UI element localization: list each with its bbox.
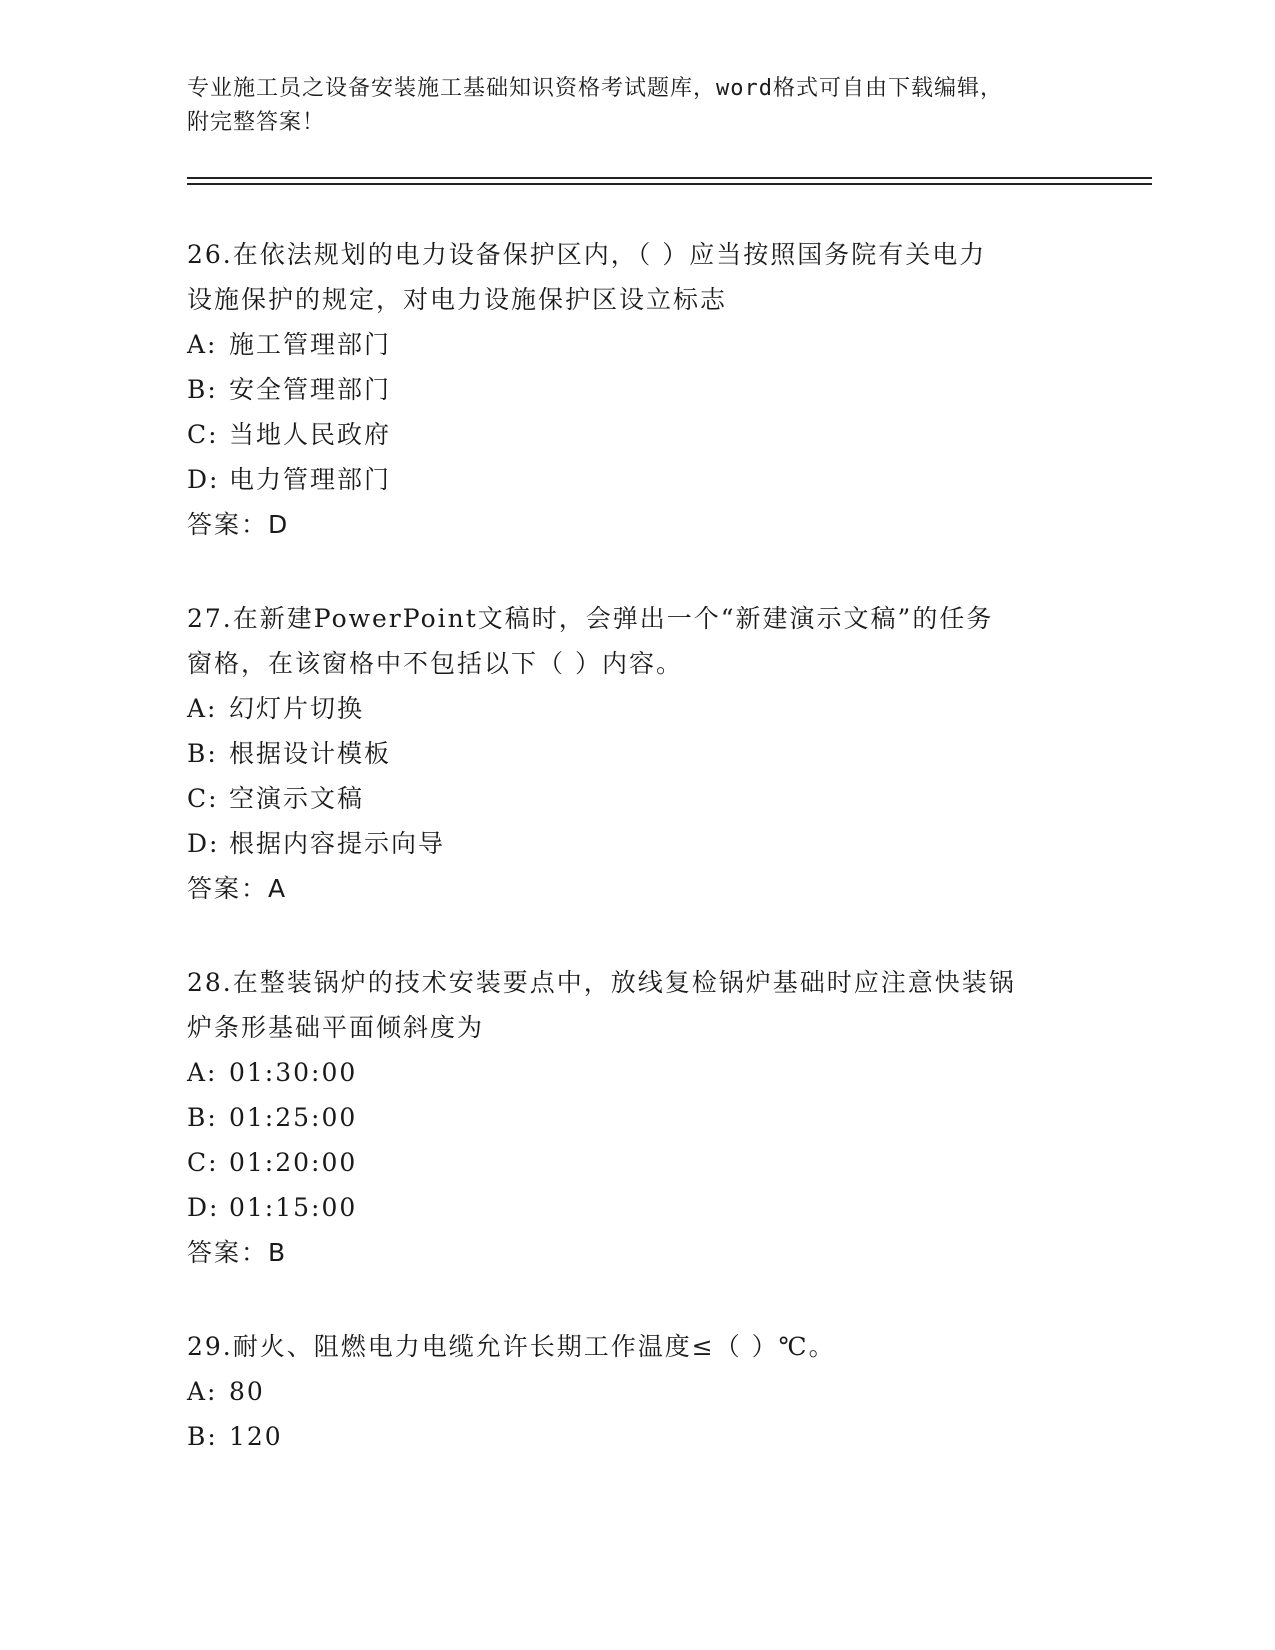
header-divider-bottom [187, 183, 1152, 185]
option-c [187, 1140, 1087, 1185]
question-stem-line-2: 炉条形基础平面倾斜度为 [187, 1013, 485, 1042]
option-b [187, 1095, 1087, 1140]
option-key: D: [187, 1193, 220, 1222]
option-a [187, 686, 1087, 731]
option-key: D: [187, 465, 220, 494]
option-a [187, 1369, 1087, 1414]
option-key: A: [187, 694, 218, 723]
option-key: B: [187, 375, 218, 404]
question-stem-line-2: 设施保护的规定，对电力设施保护区设立标志 [187, 285, 728, 314]
question-stem-line-1: 26.在依法规划的电力设备保护区内，（ ）应当按照国务院有关电力 [187, 240, 987, 269]
header-line-2: 附完整答案！ [187, 110, 326, 135]
answer: 答案：A [187, 874, 288, 903]
document-header [187, 72, 1067, 140]
question-27 [187, 596, 1087, 911]
option-text: 80 [229, 1377, 265, 1406]
option-key: A: [187, 1377, 218, 1406]
option-text: 根据设计模板 [229, 739, 392, 768]
option-c [187, 776, 1087, 821]
option-d [187, 457, 1087, 502]
option-d [187, 821, 1087, 866]
question-26 [187, 232, 1087, 547]
option-text: 01:30:00 [229, 1058, 358, 1087]
option-b [187, 367, 1087, 412]
option-key: B: [187, 1103, 218, 1132]
option-text: 01:15:00 [229, 1193, 358, 1222]
option-text: 当地人民政府 [229, 420, 392, 449]
header-divider-top [187, 177, 1152, 179]
option-key: C: [187, 1148, 219, 1177]
option-d [187, 1185, 1087, 1230]
option-b [187, 1414, 1087, 1459]
option-text: 幻灯片切换 [229, 694, 365, 723]
option-key: C: [187, 420, 219, 449]
option-key: B: [187, 739, 218, 768]
question-stem-line-2: 窗格，在该窗格中不包括以下（ ）内容。 [187, 649, 683, 678]
option-text: 根据内容提示向导 [229, 829, 446, 858]
option-b [187, 731, 1087, 776]
option-a [187, 322, 1087, 367]
option-text: 施工管理部门 [229, 330, 392, 359]
question-stem-line-1: 29.耐火、阻燃电力电缆允许长期工作温度≤（ ）℃。 [187, 1332, 836, 1361]
option-key: A: [187, 330, 218, 359]
question-29 [187, 1324, 1087, 1459]
option-a [187, 1050, 1087, 1095]
option-key: C: [187, 784, 219, 813]
option-key: B: [187, 1422, 218, 1451]
option-text: 安全管理部门 [229, 375, 392, 404]
option-text: 电力管理部门 [229, 465, 392, 494]
option-text: 空演示文稿 [229, 784, 365, 813]
option-text: 01:20:00 [229, 1148, 358, 1177]
question-stem-line-1: 27.在新建PowerPoint文稿时，会弹出一个“新建演示文稿”的任务 [187, 604, 994, 633]
option-text: 01:25:00 [229, 1103, 358, 1132]
answer: 答案：B [187, 1238, 288, 1267]
question-stem-line-1: 28.在整装锅炉的技术安装要点中，放线复检锅炉基础时应注意快装锅 [187, 968, 1016, 997]
option-c [187, 412, 1087, 457]
header-line-1: 专业施工员之设备安装施工基础知识资格考试题库，word格式可自由下载编辑， [187, 76, 1003, 101]
option-key: D: [187, 829, 220, 858]
question-28 [187, 960, 1087, 1275]
option-text: 120 [229, 1422, 283, 1451]
answer: 答案：D [187, 510, 290, 539]
option-key: A: [187, 1058, 218, 1087]
